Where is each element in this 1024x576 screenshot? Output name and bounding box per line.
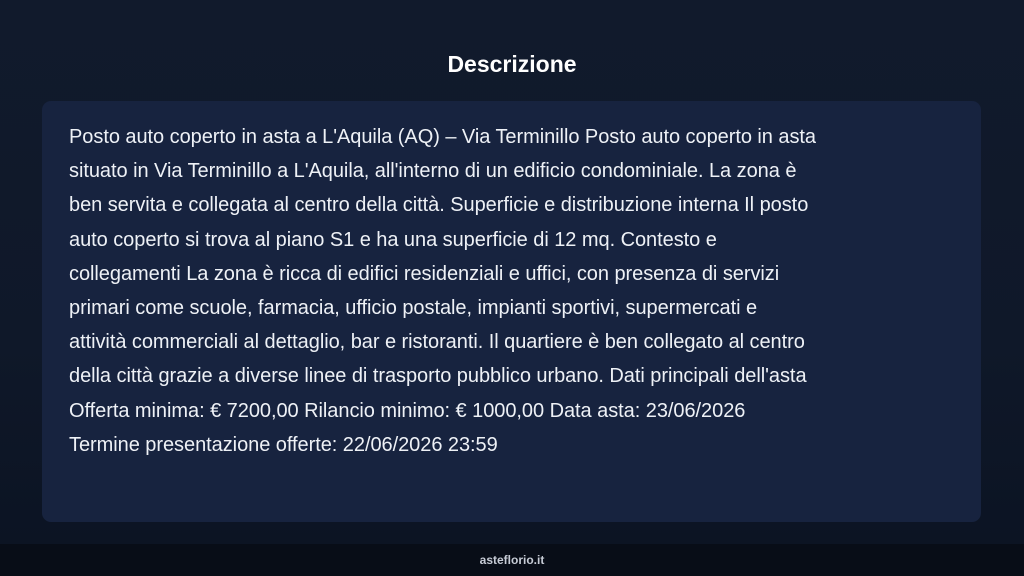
description-line: Offerta minima: € 7200,00 Rilancio minimo: € 1000,00 Data asta: 23/06/2026 [69, 399, 746, 422]
description-line: della città grazie a diverse linee di trasporto pubblico urbano. Dati principali dell'asta [69, 365, 807, 388]
description-line: situato in Via Terminillo a L'Aquila, all'interno di un edificio condominiale. La zona è [69, 160, 797, 183]
footer-site-name: asteflorio.it [479, 553, 545, 567]
description-line: ben servita e collegata al centro della città. Superficie e distribuzione interna Il posto [69, 194, 809, 217]
description-line: Termine presentazione offerte: 22/06/2026 23:59 [69, 433, 498, 456]
description-text [69, 120, 954, 462]
page-title: Descrizione [447, 51, 577, 77]
description-line: auto coperto si trova al piano S1 e ha una superficie di 12 mq. Contesto e [69, 228, 717, 251]
description-line: primari come scuole, farmacia, ufficio postale, impianti sportivi, supermercati e [69, 297, 758, 320]
description-line: attività commerciali al dettaglio, bar e ristoranti. Il quartiere è ben collegato al centro [69, 331, 805, 354]
footer-bar [0, 544, 1024, 576]
description-line: Posto auto coperto in asta a L'Aquila (AQ) – Via Terminillo Posto auto coperto in asta [69, 126, 816, 148]
description-card [42, 101, 981, 522]
description-line: collegamenti La zona è ricca di edifici residenziali e uffici, con presenza di servizi [69, 262, 780, 285]
